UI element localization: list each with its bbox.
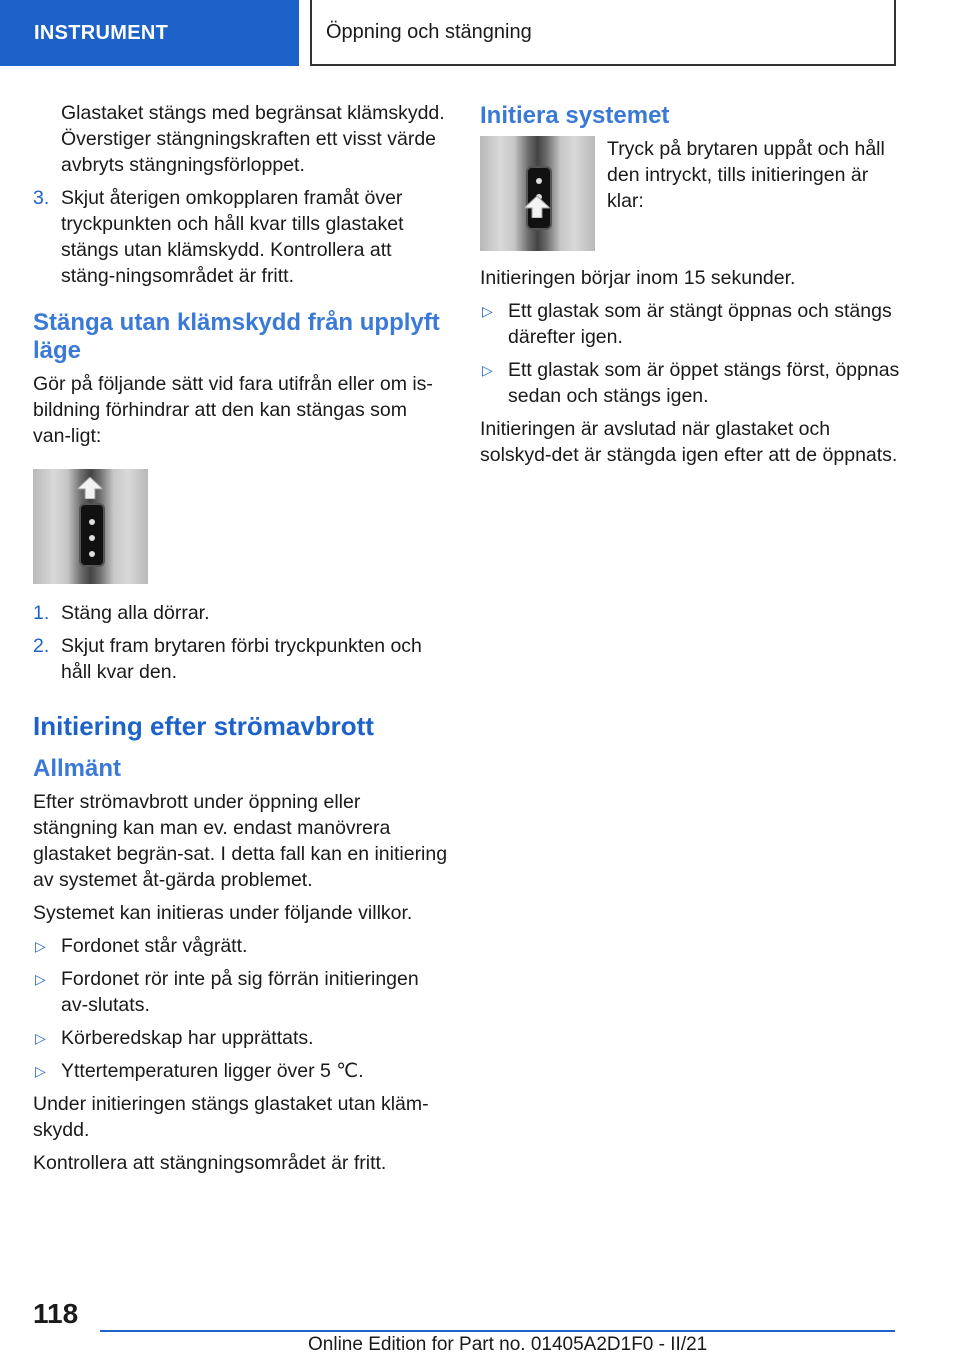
- list-item: [33, 1025, 448, 1051]
- step-1: [33, 600, 448, 626]
- section-title: INSTRUMENT: [34, 21, 169, 44]
- step-2: [33, 633, 448, 685]
- press-switch-block: [480, 136, 900, 251]
- triangle-bullet-icon: ▷: [35, 971, 46, 987]
- chapter-tab: [310, 0, 896, 66]
- during-init-paragraph: Under initieringen stängs glastaket utan kläm-skydd.: [33, 1093, 429, 1141]
- step-number: 2.: [33, 635, 50, 657]
- page-number: 118: [33, 1298, 79, 1329]
- list-item-text: Yttertemperaturen ligger över 5 ℃.: [61, 1060, 364, 1082]
- step-3: [33, 185, 448, 289]
- init-done-paragraph: Initieringen är avslutad när glastaket och solskyd-det är stängda igen efter att de öppnats.: [480, 418, 898, 466]
- intro-paragraph: Glastaket stängs med begränsat klämskydd. Överstiger stängningskraften ett visst värde avbryts stängningsförloppet.: [61, 102, 445, 176]
- triangle-bullet-icon: ▷: [35, 1063, 46, 1079]
- right-column: [480, 100, 900, 475]
- init-start-paragraph: Initieringen börjar inom 15 sekunder.: [480, 267, 796, 289]
- list-item: [33, 966, 448, 1018]
- edition-text: Online Edition for Part no. 01405A2D1F0 - II/21: [308, 1334, 708, 1355]
- chapter-title: Öppning och stängning: [326, 20, 532, 43]
- list-item-text: Körberedskap har upprättats.: [61, 1027, 314, 1049]
- heading-init-after-power-loss: Initiering efter strömavbrott: [33, 711, 374, 741]
- roof-switch: [79, 503, 105, 567]
- list-item: [480, 298, 900, 350]
- check-area-paragraph: Kontrollera att stängningsområdet är fritt.: [33, 1152, 387, 1174]
- close-paragraph: Gör på följande sätt vid fara utifrån eller om is-bildning förhindrar att den kan stängas som van-ligt:: [33, 373, 433, 447]
- heading-init-system: Initiera systemet: [480, 102, 670, 129]
- list-item: [33, 1058, 448, 1084]
- conditions-paragraph: Systemet kan initieras under följande villkor.: [33, 902, 413, 924]
- triangle-bullet-icon: ▷: [35, 938, 46, 954]
- triangle-bullet-icon: ▷: [482, 362, 493, 378]
- triangle-bullet-icon: ▷: [482, 303, 493, 319]
- list-item: [33, 933, 448, 959]
- section-tab: [0, 0, 299, 66]
- step-number: 1.: [33, 602, 50, 624]
- left-column: [33, 100, 448, 1183]
- switch-press-up-image: [480, 136, 595, 251]
- list-item-text: Fordonet rör inte på sig förrän initieringen av-slutats.: [61, 968, 419, 1016]
- step-text: Skjut återigen omkopplaren framåt över tryckpunkten och håll kvar tills glastaket stängs utan klämskydd. Kontrollera att stäng-ningsområdet är fritt.: [61, 187, 404, 287]
- step-text: Stäng alla dörrar.: [61, 602, 210, 624]
- list-item: [480, 357, 900, 409]
- step-number: 3.: [33, 187, 50, 209]
- heading-general: Allmänt: [33, 755, 122, 782]
- list-item-text: Ett glastak som är öppet stängs först, öppnas sedan och stängs igen.: [508, 359, 900, 407]
- heading-close-without-pinch: Stänga utan klämskydd från upplyft läge: [33, 309, 440, 364]
- arrow-up-icon: [77, 477, 103, 499]
- list-item-text: Fordonet står vågrätt.: [61, 935, 248, 957]
- list-item-text: Ett glastak som är stängt öppnas och stängs därefter igen.: [508, 300, 892, 348]
- triangle-bullet-icon: ▷: [35, 1030, 46, 1046]
- press-switch-text: Tryck på brytaren uppåt och håll den intryckt, tills initieringen är klar:: [607, 138, 885, 212]
- general-paragraph: Efter strömavbrott under öppning eller stängning kan man ev. endast manövrera glastaket begrän-sat. I detta fall kan en initiering av systemet åt-gärda problemet.: [33, 791, 448, 891]
- switch-push-forward-image: [33, 469, 148, 584]
- step-text: Skjut fram brytaren förbi tryckpunkten och håll kvar den.: [61, 635, 422, 683]
- arrow-up-icon: [524, 196, 550, 218]
